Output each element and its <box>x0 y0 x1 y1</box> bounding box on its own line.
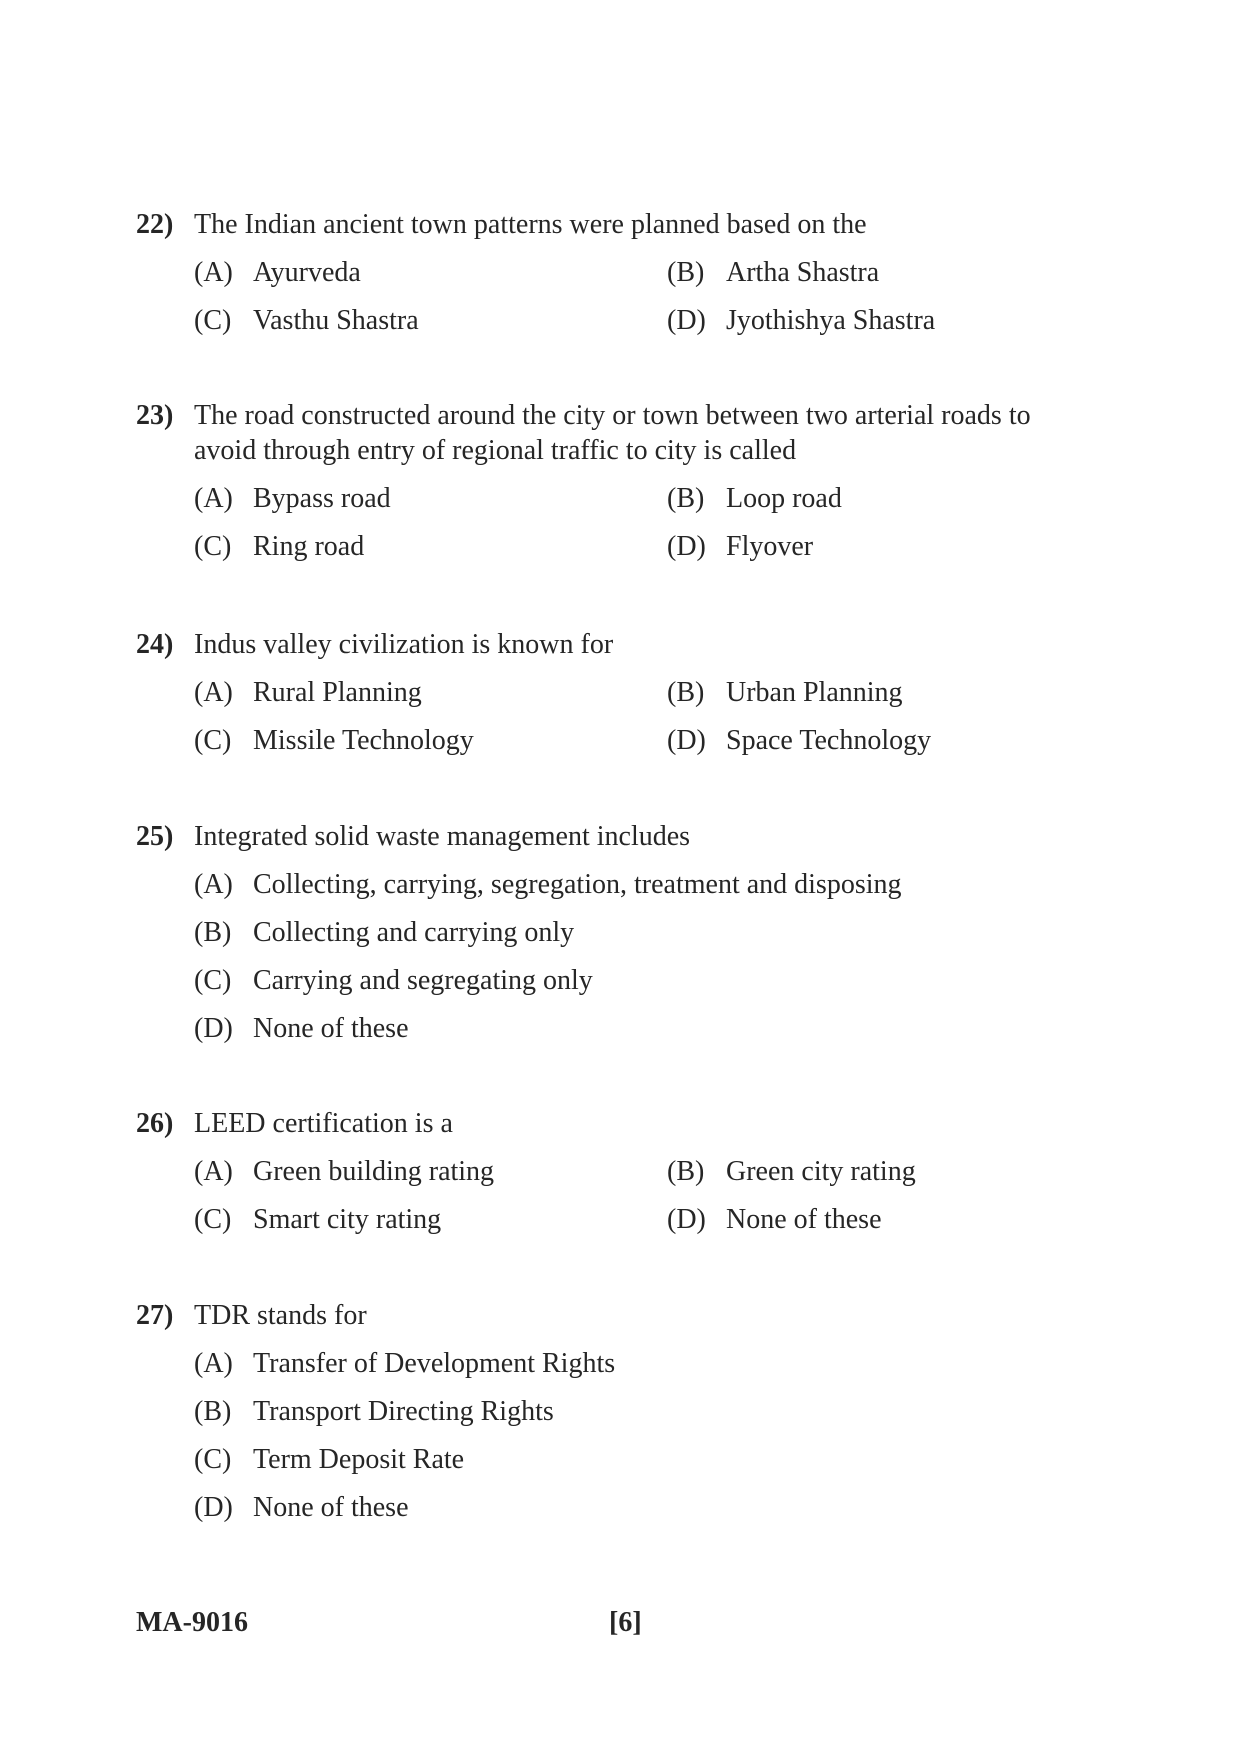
option-b: (B) Transport Directing Rights <box>194 1394 554 1442</box>
option-text: Collecting and carrying only <box>253 917 575 948</box>
option-a: (A) Collecting, carrying, segregation, treatment and disposing <box>194 867 902 915</box>
question-25 <box>136 819 1096 1059</box>
option-text: Collecting, carrying, segregation, treatment and disposing <box>253 869 902 900</box>
options-grid <box>194 675 1096 771</box>
option-b: (B) Green city rating <box>667 1154 916 1202</box>
option-d: (D) None of these <box>194 1490 409 1538</box>
option-text: Transfer of Development Rights <box>253 1348 616 1379</box>
option-text: Rural Planning <box>253 677 422 708</box>
option-c: (C) Carrying and segregating only <box>194 963 593 1011</box>
option-text: None of these <box>253 1013 409 1044</box>
option-text: Green city rating <box>726 1156 916 1187</box>
option-text: Ring road <box>253 531 365 562</box>
option-text: Transport Directing Rights <box>253 1396 554 1427</box>
option-a: (A) Bypass road <box>194 481 667 529</box>
question-number: 26) <box>136 1108 174 1139</box>
option-text: Term Deposit Rate <box>253 1444 465 1475</box>
option-a: (A) Ayurveda <box>194 255 667 303</box>
option-d: (D) None of these <box>194 1011 409 1059</box>
option-text: Carrying and segregating only <box>253 965 593 996</box>
question-number: 23) <box>136 400 174 431</box>
question-text: Integrated solid waste management includes <box>194 821 691 852</box>
option-text: Missile Technology <box>253 725 474 756</box>
question-number: 22) <box>136 209 174 240</box>
question-text: Indus valley civilization is known for <box>194 629 614 660</box>
option-b: (B) Loop road <box>667 481 842 529</box>
option-text: Flyover <box>726 531 814 562</box>
option-text: Artha Shastra <box>726 257 880 288</box>
option-d: (D) Flyover <box>667 529 813 577</box>
option-d: (D) Jyothishya Shastra <box>667 303 935 351</box>
options-grid <box>194 481 1096 577</box>
option-text: Jyothishya Shastra <box>726 305 936 336</box>
option-text: None of these <box>726 1204 882 1235</box>
question-number: 24) <box>136 629 174 660</box>
question-24 <box>136 627 1096 771</box>
option-a: (A) Green building rating <box>194 1154 667 1202</box>
question-text: The road constructed around the city or town between two arterial roads to avoid through entry of regional traffic to city is called <box>194 400 1031 466</box>
option-text: Space Technology <box>726 725 932 756</box>
option-text: Green building rating <box>253 1156 495 1187</box>
options-grid <box>194 1154 1096 1250</box>
question-26 <box>136 1106 1096 1250</box>
option-b: (B) Collecting and carrying only <box>194 915 574 963</box>
option-text: Vasthu Shastra <box>253 305 419 336</box>
page-number: [6] <box>609 1607 642 1638</box>
question-text: LEED certification is a <box>194 1108 453 1139</box>
option-c: (C) Term Deposit Rate <box>194 1442 464 1490</box>
option-text: Ayurveda <box>253 257 361 288</box>
options-list <box>194 867 1096 1059</box>
option-c: (C) Missile Technology <box>194 723 667 771</box>
option-text: Smart city rating <box>253 1204 442 1235</box>
option-text: Bypass road <box>253 483 391 514</box>
option-a: (A) Transfer of Development Rights <box>194 1346 615 1394</box>
option-c: (C) Smart city rating <box>194 1202 667 1250</box>
option-d: (D) None of these <box>667 1202 882 1250</box>
option-c: (C) Vasthu Shastra <box>194 303 667 351</box>
question-number: 27) <box>136 1300 174 1331</box>
question-23 <box>136 398 1096 577</box>
options-grid <box>194 255 1096 351</box>
option-c: (C) Ring road <box>194 529 667 577</box>
option-d: (D) Space Technology <box>667 723 931 771</box>
option-text: None of these <box>253 1492 409 1523</box>
options-list <box>194 1346 1096 1538</box>
question-text: The Indian ancient town patterns were planned based on the <box>194 209 867 240</box>
question-text: TDR stands for <box>194 1300 367 1331</box>
question-27 <box>136 1298 1096 1538</box>
option-b: (B) Urban Planning <box>667 675 903 723</box>
question-number: 25) <box>136 821 174 852</box>
option-text: Urban Planning <box>726 677 903 708</box>
option-a: (A) Rural Planning <box>194 675 667 723</box>
option-b: (B) Artha Shastra <box>667 255 879 303</box>
question-22 <box>136 207 1096 351</box>
paper-code: MA-9016 <box>136 1607 248 1638</box>
option-text: Loop road <box>726 483 842 514</box>
